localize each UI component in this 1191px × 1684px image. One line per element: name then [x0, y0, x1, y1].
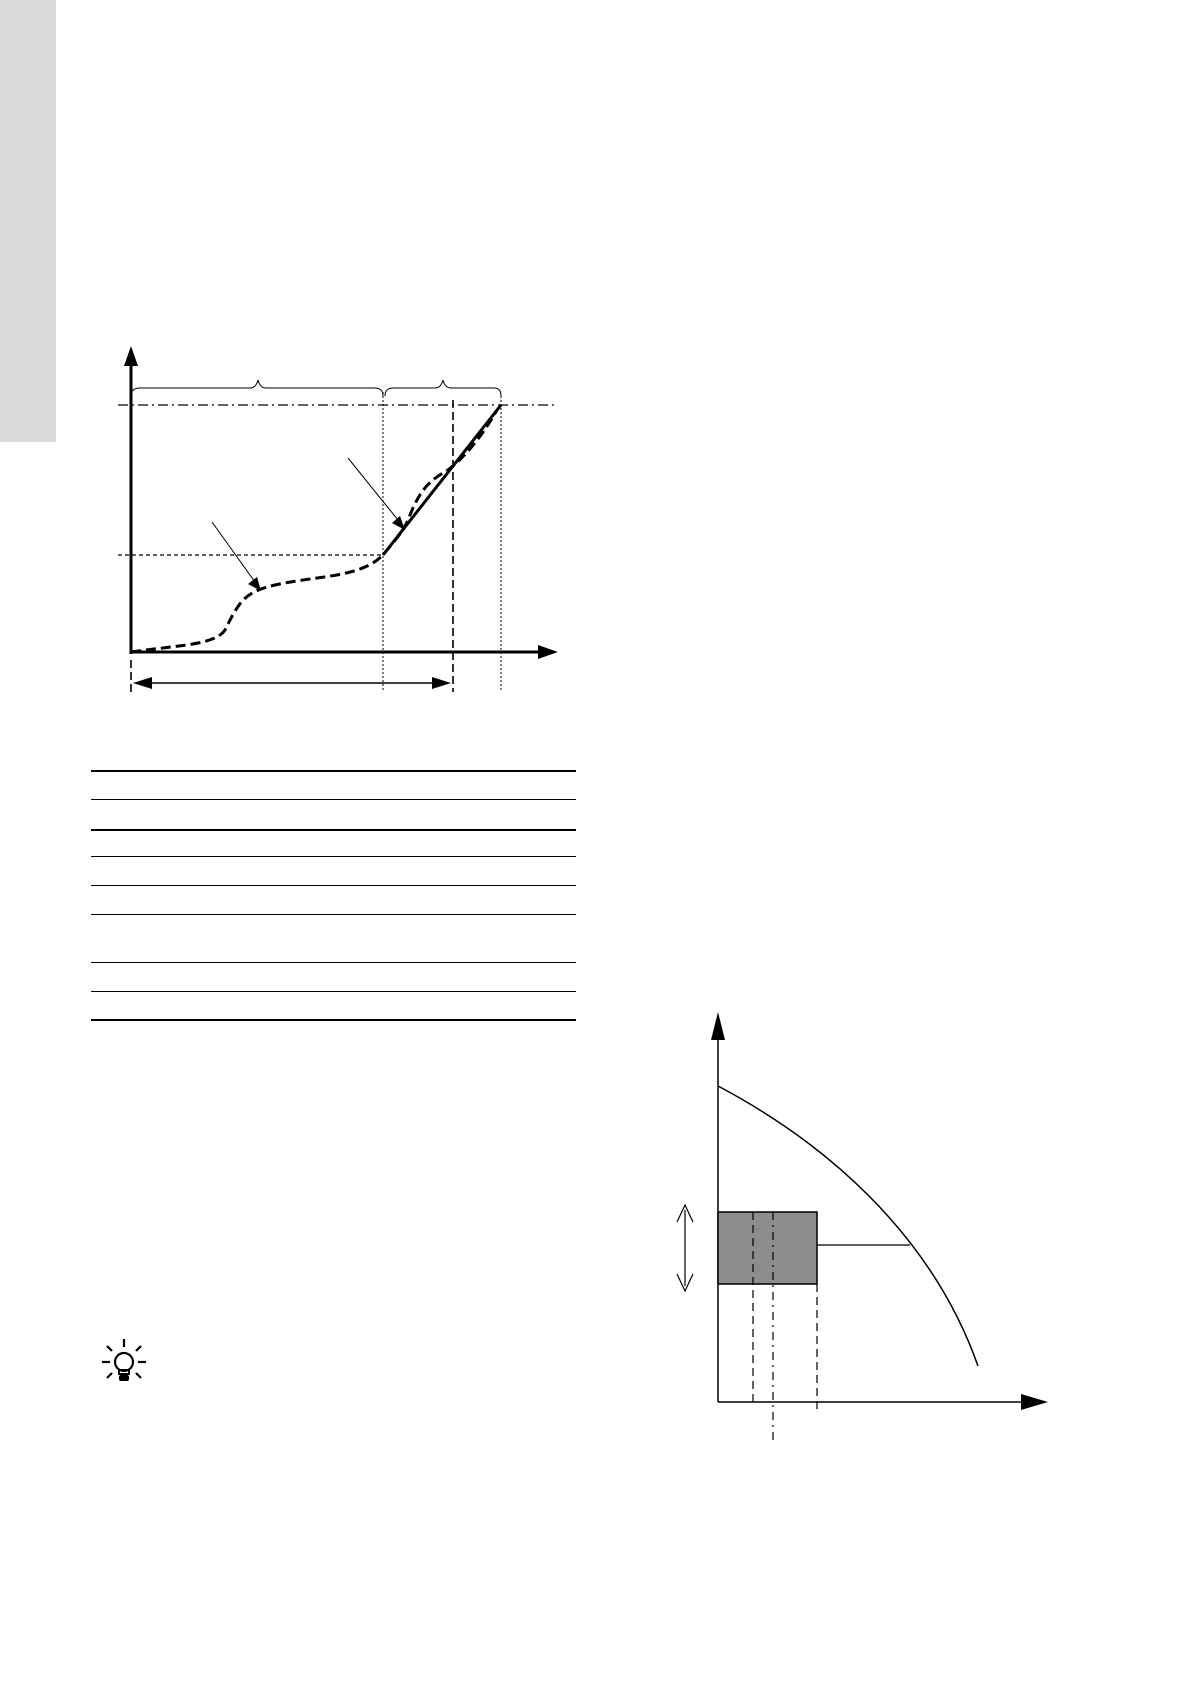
- x-axis-arrow-icon: [1021, 1394, 1048, 1410]
- table-rule: [91, 856, 576, 857]
- solid-line: [383, 405, 501, 555]
- x-axis-arrow-icon: [538, 645, 558, 659]
- y-axis-arrow-icon: [711, 1012, 725, 1040]
- control-curve-diagram: [0, 0, 1191, 760]
- leader-solid: [348, 458, 398, 520]
- shaded-operating-band: [718, 1212, 817, 1284]
- table-rule: [91, 914, 576, 915]
- table-rule: [91, 991, 576, 992]
- left-brace: [131, 380, 383, 396]
- pump-curve: [718, 1086, 978, 1366]
- leader-dashed: [212, 522, 255, 582]
- table-rule: [91, 962, 576, 963]
- range-arrow-left-icon: [133, 677, 152, 689]
- y-axis-arrow-icon: [124, 346, 138, 366]
- range-arrow-right-icon: [432, 677, 451, 689]
- table-rule: [91, 799, 576, 800]
- lightbulb-icon: [99, 1336, 149, 1388]
- leader-dashed-arrow-icon: [248, 577, 261, 591]
- table-rule-bottom: [91, 1019, 576, 1021]
- band-arrow-down-icon: [677, 1274, 693, 1291]
- table-rule: [91, 885, 576, 886]
- table-rules: [91, 770, 576, 1022]
- table-rule: [91, 829, 576, 831]
- dashed-curve: [131, 410, 497, 652]
- leader-solid-arrow-icon: [392, 516, 405, 530]
- table-rule-top: [91, 770, 576, 772]
- right-brace: [385, 380, 501, 396]
- band-arrow-up-icon: [677, 1205, 693, 1222]
